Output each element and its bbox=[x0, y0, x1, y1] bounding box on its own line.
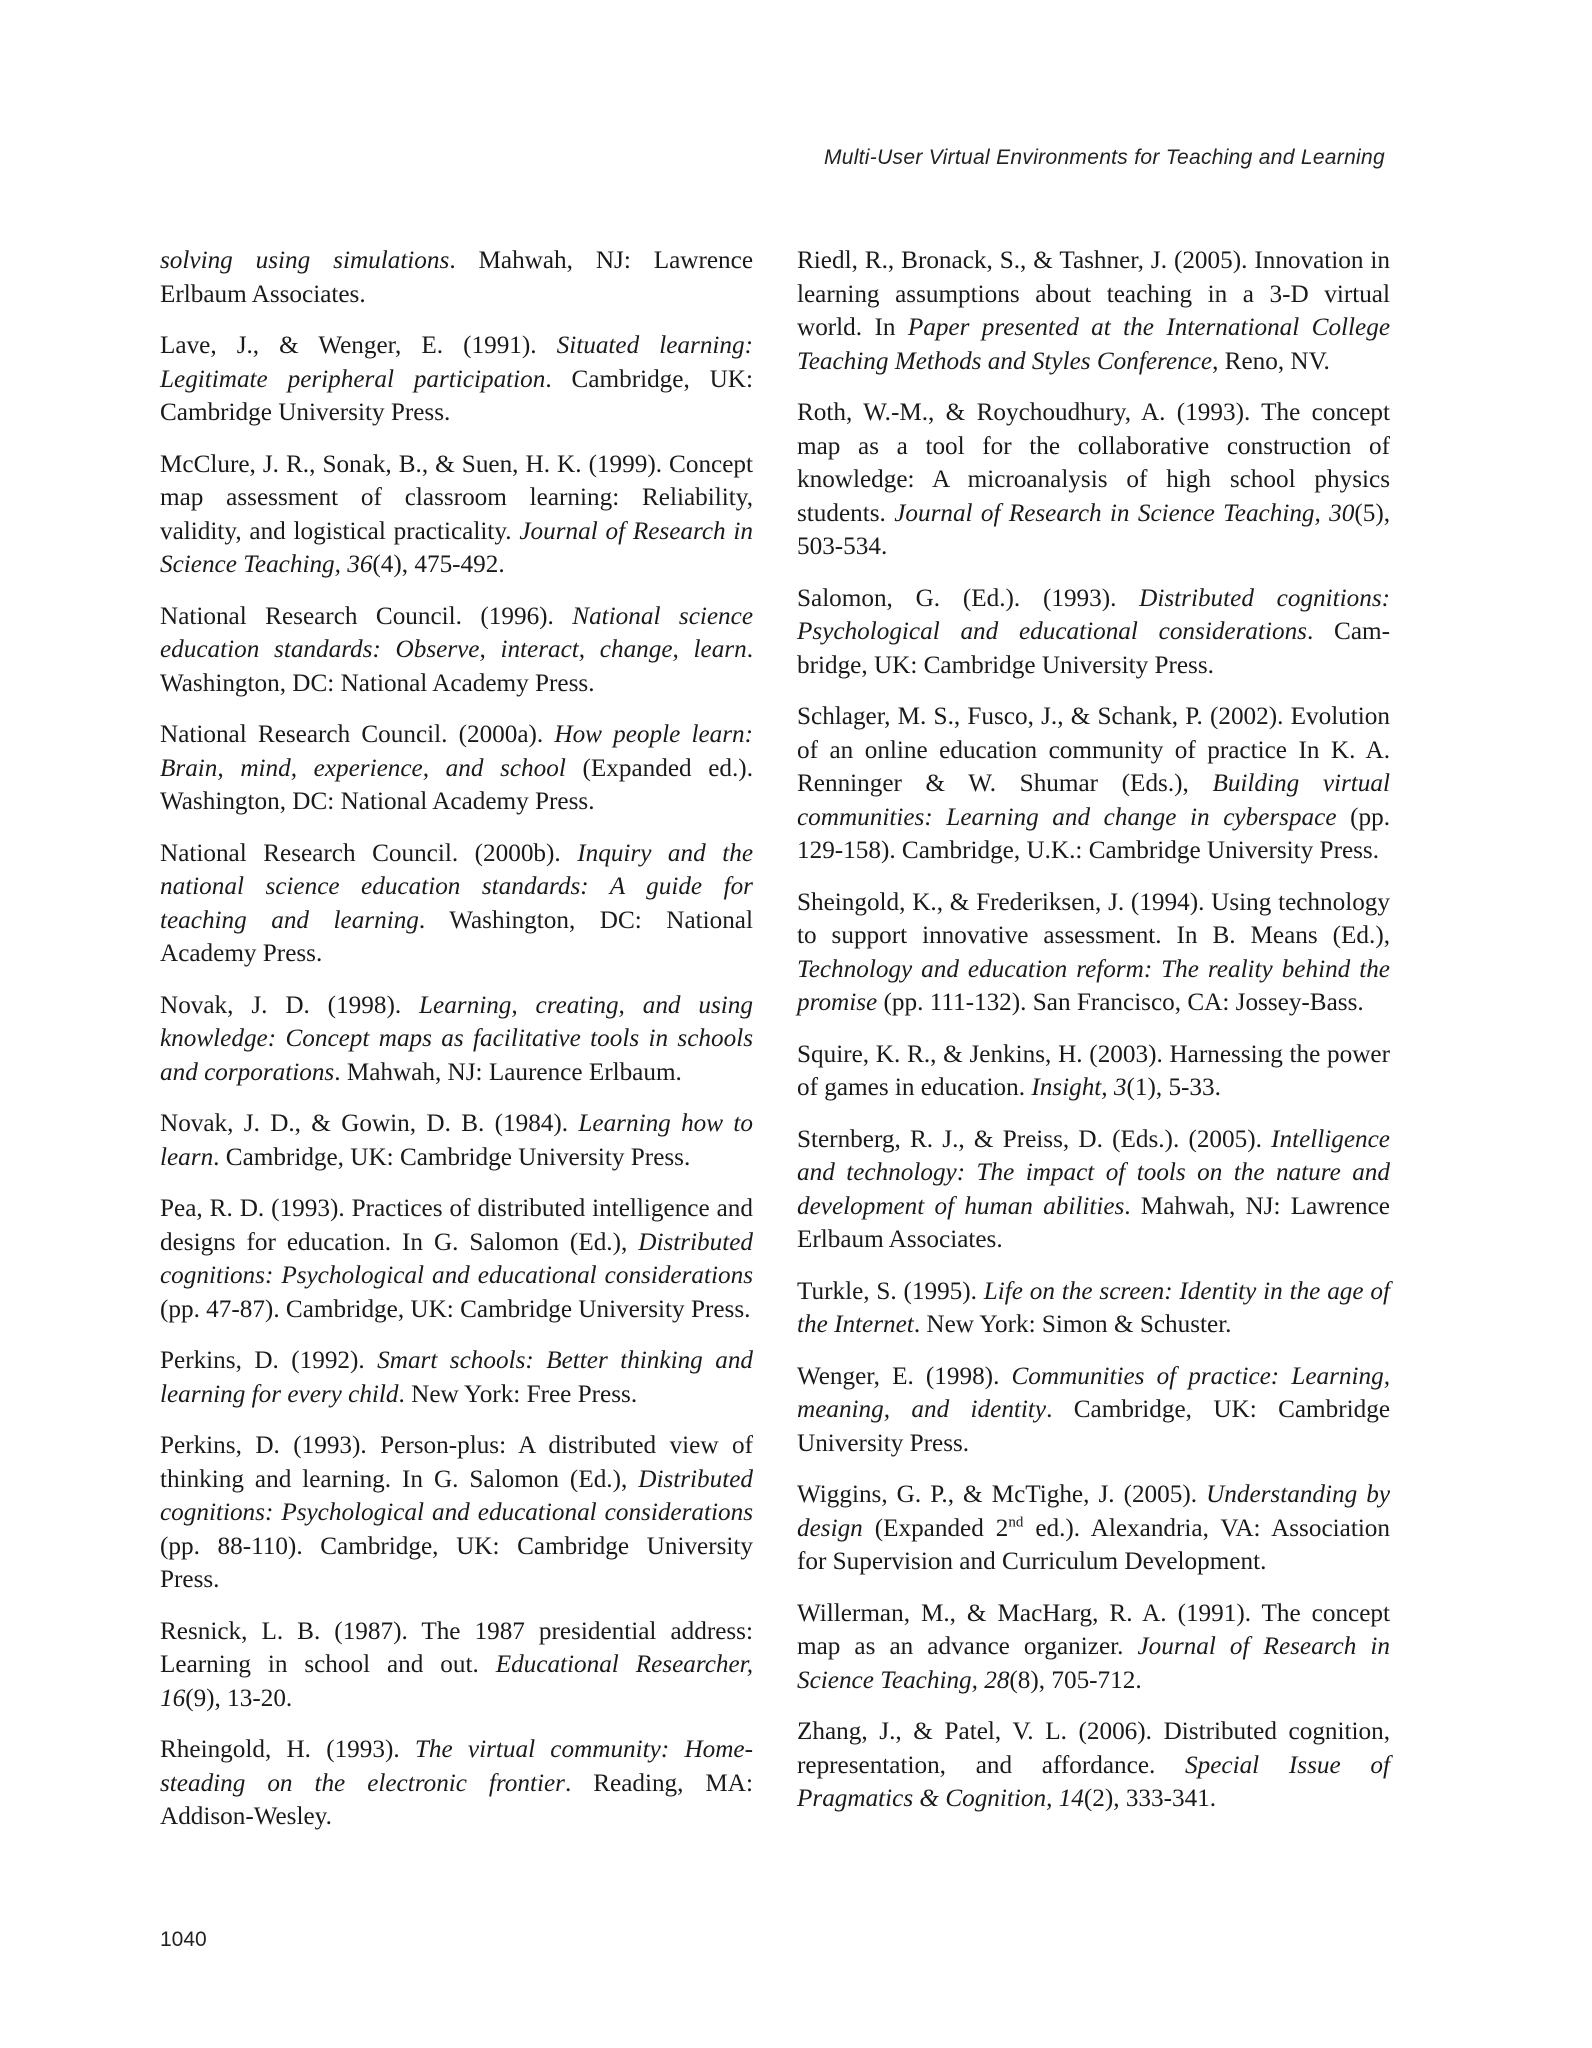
reference-text: (pp. 47-87). Cambridge, UK: Cambridge University Press. bbox=[160, 1295, 751, 1323]
reference-entry bbox=[160, 1615, 753, 1716]
reference-text: . Cambridge, UK: Cambridge University Press. bbox=[797, 1396, 1390, 1457]
reference-text: (pp. 88-110). Cambridge, UK: Cambridge University Press. bbox=[160, 1532, 753, 1593]
reference-entry bbox=[160, 448, 753, 582]
reference-text: (Expanded 2 bbox=[862, 1514, 1009, 1542]
reference-entry bbox=[160, 1733, 753, 1834]
reference-entry bbox=[797, 244, 1390, 378]
reference-entry bbox=[797, 1715, 1390, 1816]
reference-text: (Expanded ed.). Washington, DC: National Academy Press. bbox=[160, 754, 753, 815]
reference-title-italic: Smart schools: Better thinking and learning for every child bbox=[160, 1347, 754, 1408]
reference-text: Perkins, D. (1993). Person-plus: A distributed view of thinking and learning. In G. Salomon (Ed.), bbox=[160, 1432, 753, 1493]
reference-text: Perkins, D. (1992). bbox=[160, 1347, 378, 1374]
reference-title-italic: Paper presented at the International College Teaching Methods and Styles Conference bbox=[797, 314, 1390, 375]
reference-text: . Reading, MA: Addison-Wesley. bbox=[160, 1769, 753, 1830]
reference-title-italic: Journal of Research in Science Teaching, 30 bbox=[894, 499, 1355, 527]
reference-text: Turkle, S. (1995). bbox=[797, 1277, 984, 1305]
reference-text: . New York: Simon & Schuster. bbox=[913, 1311, 1232, 1338]
reference-text: National Research Council. (2000b). bbox=[160, 839, 578, 867]
reference-text: ed.). Alexandria, VA: Association for Supervision and Curriculum Development. bbox=[797, 1514, 1390, 1575]
reference-title-italic: Inquiry and the national science education standards: A guide for teaching and learning bbox=[160, 839, 754, 934]
reference-title-italic: The virtual community: Homesteading on the electronic frontier bbox=[160, 1736, 753, 1797]
reference-text: . Cambridge, UK: Cambridge University Press. bbox=[213, 1143, 691, 1171]
reference-text: Resnick, L. B. (1987). The 1987 presidential address: Learning in school and out. bbox=[160, 1617, 753, 1678]
reference-text: Wenger, E. (1998). bbox=[797, 1362, 1012, 1390]
reference-entry bbox=[797, 886, 1390, 1020]
reference-text: Pea, R. D. (1993). Practices of distributed intelligence and designs for education. In G. Salomon (Ed.), bbox=[160, 1195, 753, 1256]
reference-text: Sternberg, R. J., & Preiss, D. (Eds.). (2005). bbox=[797, 1125, 1272, 1153]
reference-text: Zhang, J., & Patel, V. L. (2006). Distributed cognition, representation, and affordance. bbox=[797, 1718, 1390, 1779]
reference-text: Novak, J. D., & Gowin, D. B. (1984). bbox=[160, 1110, 579, 1137]
reference-title-italic: Distributed cognitions: Psychological and educational considerations bbox=[160, 1228, 753, 1289]
reference-text: (5), 503-534. bbox=[797, 499, 1391, 560]
reference-text: Willerman, M., & MacHarg, R. A. (1991). The concept map as an advance organizer. bbox=[797, 1599, 1390, 1660]
reference-entry bbox=[160, 1344, 753, 1411]
references-column-left bbox=[160, 244, 753, 1852]
reference-text: . Mahwah, NJ: Lawrence Erlbaum Associates. bbox=[797, 1192, 1390, 1253]
reference-entry bbox=[160, 244, 753, 311]
reference-title-italic: Distributed cognitions: Psychological and educational considerations bbox=[797, 584, 1391, 645]
reference-superscript: nd bbox=[1008, 1514, 1024, 1531]
reference-title-italic: Learning, creating, and using knowledge: Concept maps as facilitative tools in schools and corporations bbox=[160, 991, 753, 1086]
reference-text: Wiggins, G. P., & McTighe, J. (2005). bbox=[797, 1481, 1207, 1508]
reference-text: Riedl, R., Bronack, S., & Tashner, J. (2005). Innovation in learning assumptions about teaching in a 3-D virtual world. In bbox=[797, 247, 1390, 341]
reference-text: . New York: Free Press. bbox=[398, 1380, 638, 1408]
reference-text: National Research Council. (2000a). bbox=[160, 721, 555, 748]
reference-text: . Washington, DC: National Academy Press. bbox=[160, 906, 753, 967]
reference-title-italic: Communities of practice: Learning, meaning, and identity bbox=[797, 1362, 1390, 1423]
reference-entry bbox=[797, 582, 1390, 683]
reference-entry bbox=[797, 1360, 1390, 1461]
reference-text: Novak, J. D. (1998). bbox=[160, 991, 420, 1019]
reference-title-italic: Understanding by design bbox=[797, 1481, 1390, 1542]
reference-text: . Mahwah, NJ: Laurence Erlbaum. bbox=[334, 1058, 682, 1086]
reference-title-italic: Situated learning: Legitimate peripheral participation bbox=[160, 332, 753, 393]
reference-text: (pp. 129-158). Cambridge, U.K.: Cambridge University Press. bbox=[797, 803, 1390, 864]
reference-title-italic: Journal of Research in Science Teaching, 28 bbox=[797, 1633, 1390, 1694]
reference-entry bbox=[160, 718, 753, 819]
reference-entry bbox=[797, 1597, 1390, 1698]
reference-text: (9), 13-20. bbox=[185, 1684, 293, 1712]
reference-entry bbox=[797, 1123, 1390, 1257]
reference-entry bbox=[160, 837, 753, 971]
reference-text: . Washington, DC: National Academy Press. bbox=[160, 636, 753, 697]
reference-entry bbox=[160, 1192, 753, 1326]
reference-entry bbox=[797, 1478, 1390, 1579]
reference-title-italic: Insight, 3 bbox=[1031, 1074, 1127, 1101]
reference-title-italic: How people learn: Brain, mind, experience, and school bbox=[160, 721, 753, 782]
reference-entry bbox=[797, 1275, 1390, 1342]
reference-text: National Research Council. (1996). bbox=[160, 602, 573, 630]
reference-title-italic: Building virtual communities: Learning and change in cyberspace bbox=[797, 770, 1390, 831]
reference-text: . Mahwah, NJ: Lawrence Erlbaum Associates. bbox=[160, 247, 754, 308]
reference-title-italic: Life on the screen: Identity in the age of the Internet bbox=[797, 1277, 1390, 1338]
references-column-right bbox=[797, 244, 1390, 1834]
reference-entry bbox=[160, 1429, 753, 1597]
reference-text: McClure, J. R., Sonak, B., & Suen, H. K. (1999). Concept map assessment of classroom learning: Reliability, validity, and logistical practicality. bbox=[160, 450, 753, 545]
reference-title-italic: National science education standards: Observe, interact, change, learn bbox=[160, 602, 753, 663]
reference-title-italic: Technology and education reform: The reality behind the promise bbox=[797, 955, 1390, 1016]
reference-text: Sheingold, K., & Frederiksen, J. (1994). Using technology to support innovative assessment. In B. Means (Ed.), bbox=[797, 888, 1390, 949]
reference-entry bbox=[160, 329, 753, 430]
reference-title-italic: Intelligence and technology: The impact of tools on the nature and development of human abilities bbox=[797, 1125, 1390, 1220]
page-number: 1040 bbox=[160, 1928, 207, 1951]
reference-title-italic: Special Issue of Pragmatics & Cognition, 14 bbox=[797, 1751, 1390, 1812]
reference-text: , Reno, NV. bbox=[1212, 347, 1330, 375]
reference-entry bbox=[160, 1107, 753, 1174]
reference-title-italic: Journal of Research in Science Teaching, 36 bbox=[160, 517, 753, 578]
reference-title-italic: Educational Researcher, 16 bbox=[160, 1651, 753, 1712]
reference-text: Squire, K. R., & Jenkins, H. (2003). Harnessing the power of games in education. bbox=[797, 1040, 1390, 1101]
reference-entry bbox=[797, 1038, 1390, 1105]
reference-text: (8), 705-712. bbox=[1009, 1666, 1142, 1694]
reference-text: (2), 333-341. bbox=[1083, 1785, 1217, 1812]
reference-text: Lave, J., & Wenger, E. (1991). bbox=[160, 332, 557, 359]
reference-text: Schlager, M. S., Fusco, J., & Schank, P. (2002). Evolution of an online education community of practice In K. A. Renninger & W. Shumar (Eds.), bbox=[797, 703, 1390, 797]
reference-title-italic: solving using simulations bbox=[160, 247, 450, 274]
reference-entry bbox=[797, 700, 1390, 868]
reference-title-italic: Distributed cognitions: Psychological and educational considerations bbox=[160, 1465, 753, 1526]
reference-text: Salomon, G. (Ed.). (1993). bbox=[797, 584, 1140, 612]
reference-entry bbox=[797, 396, 1390, 564]
reference-text: . Cambridge, UK: Cambridge University Press. bbox=[160, 365, 753, 426]
running-header-title: Multi-User Virtual Environments for Teaching and Learning bbox=[823, 146, 1385, 169]
reference-entry bbox=[160, 600, 753, 701]
reference-text: . Cambridge, UK: Cambridge University Press. bbox=[797, 618, 1390, 679]
reference-text: (1), 5-33. bbox=[1126, 1074, 1221, 1101]
reference-entry bbox=[160, 989, 753, 1090]
reference-text: (4), 475-492. bbox=[372, 551, 505, 578]
reference-text: Roth, W.-M., & Roychoudhury, A. (1993). The concept map as a tool for the collaborative construction of knowledge: A microanalysis of high school physics students. bbox=[797, 399, 1390, 527]
reference-text: (pp. 111-132). San Francisco, CA: Jossey-Bass. bbox=[877, 989, 1364, 1016]
reference-text: Rheingold, H. (1993). bbox=[160, 1736, 415, 1763]
reference-title-italic: Learning how to learn bbox=[160, 1110, 753, 1171]
